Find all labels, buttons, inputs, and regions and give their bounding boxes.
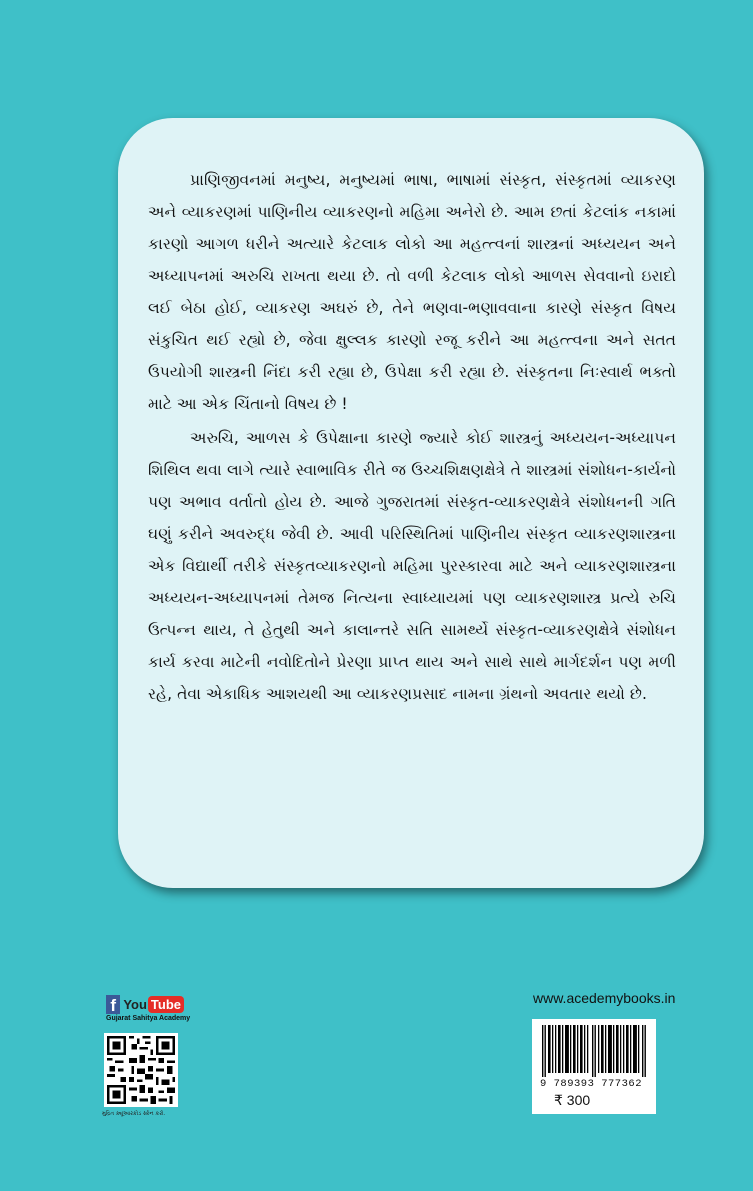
qr-code [104,1033,178,1107]
website-url: www.acedemybooks.in [533,990,676,1006]
youtube-icon [123,996,184,1013]
qr-caption: મુદ્રિત ક્યૂઆરકોડ સ્કેન કરો. [102,1111,166,1117]
paragraph-1: પ્રાણિજીવનમાં મનુષ્ય, મનુષ્યમાં ભાષા, ભાષામાં સંસ્કૃત, સંસ્કૃતમાં વ્યાકરણ અને વ્યાકરણમાં પાણિનીય વ્યાકરણનો મહિમા અનેરો છે. આમ છતાં કેટલાંક નકામાં કારણો આગળ ધરીને અત્યારે કેટલાક લોકો આ મહત્ત્વનાં શાસ્ત્રનાં અધ્યયન અને અધ્યાપનમાં અરુચિ રાખતા થયા છે. તો વળી કેટલાક લોકો આળસ સેવવાનો ઇરાદો લઈ બેઠા હોઈ, વ્યાકરણ અઘરું છે, તેને ભણવા-ભણાવવાના કારણે સંસ્કૃત વિષય સંકુચિત થઈ રહ્યો છે, જેવા ક્ષુલ્લક કારણો રજૂ કરીને આ મહત્ત્વના અને સતત ઉપયોગી શાસ્ત્રની નિંદા કરી રહ્યા છે, ઉપેક્ષા કરી રહ્યા છે. સંસ્કૃતના નિઃસ્વાર્થ ભક્તો માટે આ એક ચિંતાનો વિષય છે ! [148,171,676,413]
text-panel [118,118,704,888]
social-logos [106,995,191,1022]
isbn-number: 9 789393 777362 [540,1078,643,1090]
academy-name: Gujarat Sahitya Academy [106,1015,191,1022]
facebook-icon: f [106,995,120,1014]
youtube-you-text: You [123,997,147,1012]
price: ₹ 300 [554,1092,591,1108]
barcode [532,1019,656,1114]
paragraph-2: અરુચિ, આળસ કે ઉપેક્ષાના કારણે જ્યારે કોઈ શાસ્ત્રનું અધ્યયન-અધ્યાપન શિથિલ થવા લાગે ત્યારે સ્વાભાવિક રીતે જ ઉચ્ચશિક્ષણક્ષેત્રે તે શાસ્ત્રમાં સંશોધન-કાર્યનો પણ અભાવ વર્તાતો હોય છે. આજે ગુજરાતમાં સંસ્કૃત-વ્યાકરણક્ષેત્રે સંશોધનની ગતિ ઘણું કરીને અવરુદ્ધ જેવી છે. આવી પરિસ્થિતિમાં પાણિનીય સંસ્કૃત વ્યાકરણશાસ્ત્રના એક વિદ્યાર્થી તરીકે સંસ્કૃતવ્યાકરણનો મહિમા પુરસ્કારવા માટે અને વ્યાકરણશાસ્ત્રના અધ્યયન-અધ્યાપનમાં તેમજ નિત્યના સ્વાધ્યાયમાં પણ વ્યાકરણશાસ્ત્ર પ્રત્યે રુચિ ઉત્પન્ન થાય, તે હેતુથી અને કાલાન્તરે સતિ સામર્થ્યે સંસ્કૃત-વ્યાકરણક્ષેત્રે સંશોધન કાર્ય કરવા માટેની નવોદિતોને પ્રેરણા પ્રાપ્ત થાય અને સાથે સાથે માર્ગદર્શન પણ મળી રહે, તેવા એકાધિક આશયથી આ વ્યાકરણપ્રસાદ નામના ગ્રંથનો અવતાર થયો છે. [148,429,676,703]
barcode-bars [540,1025,648,1077]
youtube-tube-text: Tube [148,996,184,1013]
